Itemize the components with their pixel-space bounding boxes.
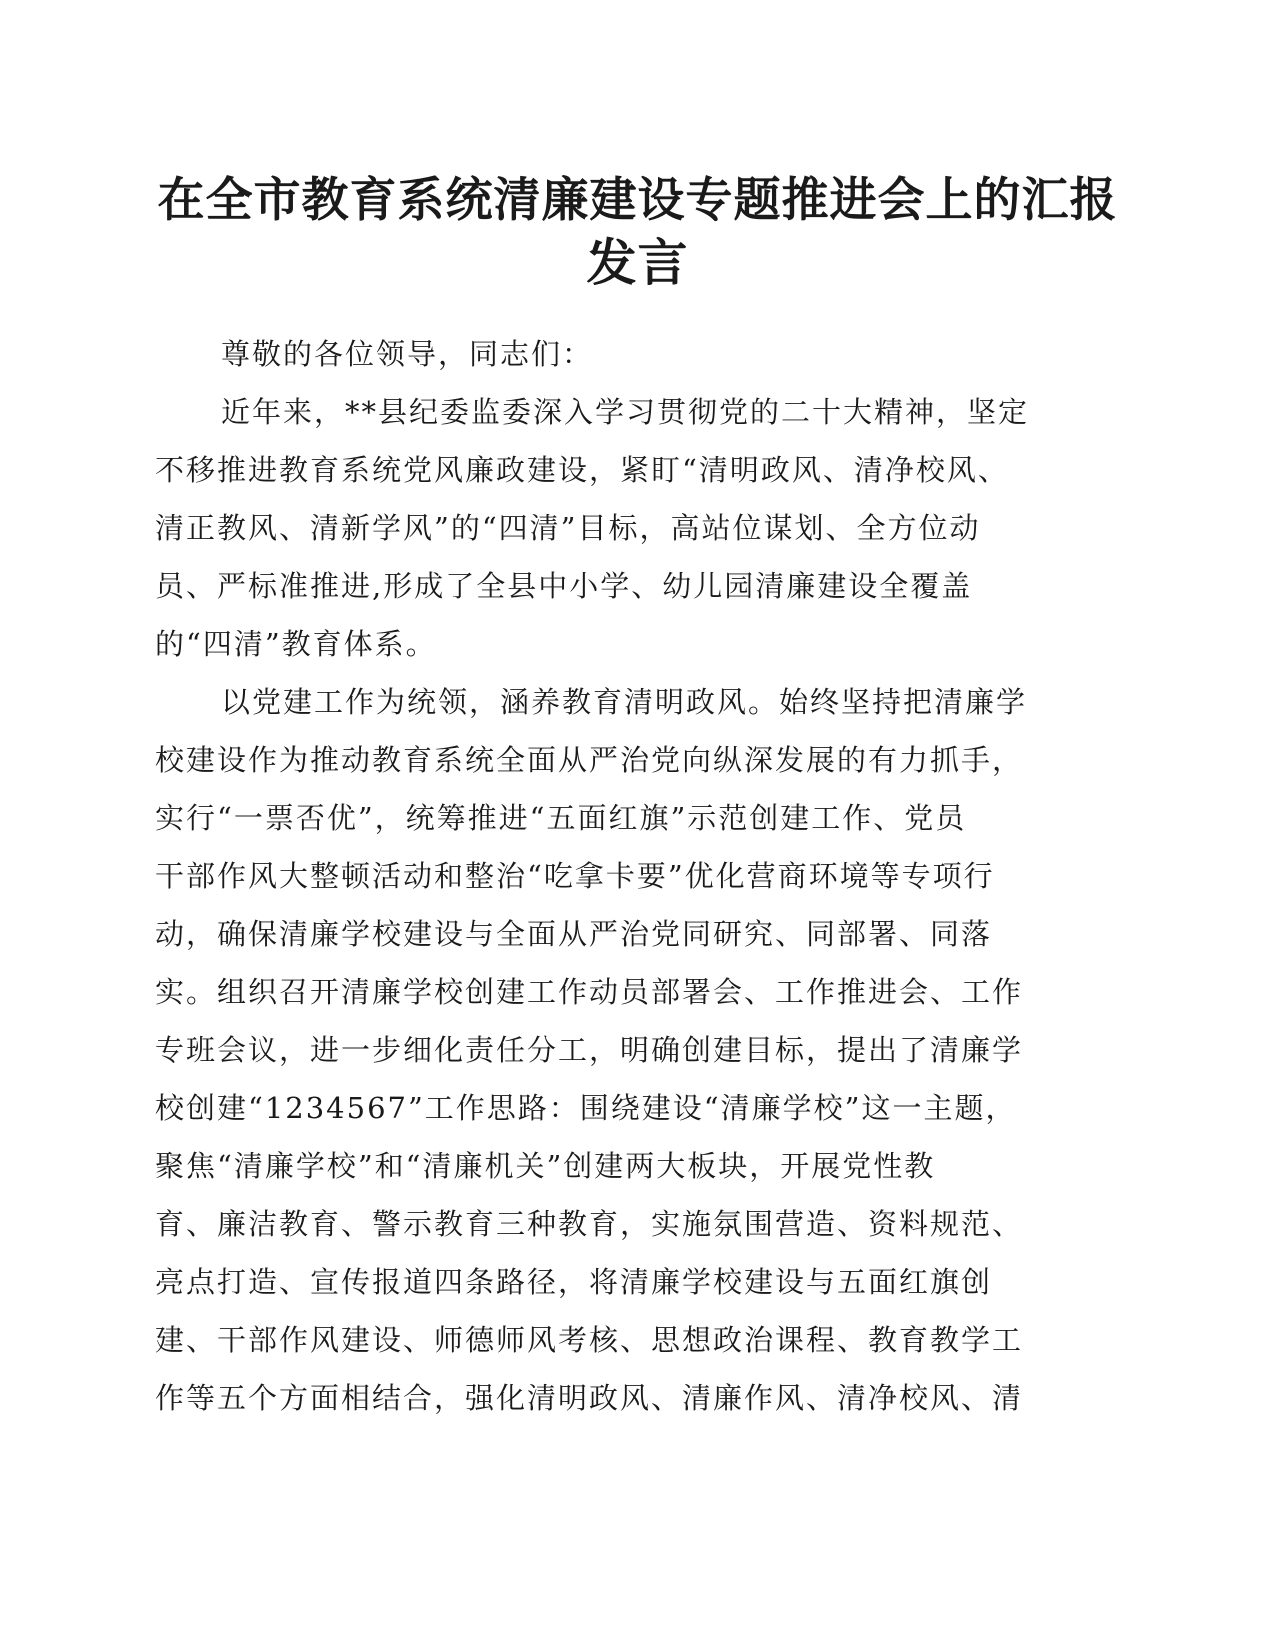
paragraph-2-line-5: 动，确保清廉学校建设与全面从严治党同研究、同部署、同落 [155, 917, 993, 951]
paragraph-1-line-3: 清正教风、清新学风”的“四清”目标，高站位谋划、全方位动 [155, 511, 981, 545]
paragraph-2-line-2: 校建设作为推动教育系统全面从严治党向纵深发展的有力抓手， [155, 743, 1024, 777]
paragraph-2-line-10: 育、廉洁教育、警示教育三种教育，实施氛围营造、资料规范、 [155, 1207, 1024, 1241]
paragraph-2-line-3: 实行“一票否优”，统筹推进“五面红旗”示范创建工作、党员 [155, 801, 967, 835]
paragraph-2-line-7: 专班会议，进一步细化责任分工，明确创建目标，提出了清廉学 [155, 1033, 1024, 1067]
paragraph-1-line-1: 近年来，**县纪委监委深入学习贯彻党的二十大精神，坚定 [221, 395, 1030, 429]
paragraph-2-line-11: 亮点打造、宣传报道四条路径，将清廉学校建设与五面红旗创 [155, 1265, 993, 1299]
title-line-2: 发言 [586, 233, 689, 292]
salutation: 尊敬的各位领导，同志们： [221, 337, 594, 371]
document-body [155, 325, 1085, 1427]
paragraph-2-line-13: 作等五个方面相结合，强化清明政风、清廉作风、清净校风、清 [155, 1381, 1024, 1415]
paragraph-2-line-4: 干部作风大整顿活动和整治“吃拿卡要”优化营商环境等专项行 [155, 859, 995, 893]
paragraph-2-line-8: 校创建“1234567”工作思路：围绕建设“清廉学校”这一主题， [155, 1091, 1017, 1125]
title-line-1: 在全市教育系统清廉建设专题推进会上的汇报 [157, 173, 1118, 228]
document-title [150, 170, 1125, 294]
paragraph-1-line-2: 不移推进教育系统党风廉政建设，紧盯“清明政风、清净校风、 [155, 453, 1009, 487]
paragraph-2-line-9: 聚焦“清廉学校”和“清廉机关”创建两大板块，开展党性教 [155, 1149, 936, 1183]
paragraph-1-line-4: 员、严标准推进,形成了全县中小学、幼儿园清廉建设全覆盖 [155, 569, 973, 603]
paragraph-1-line-5: 的“四清”教育体系。 [155, 627, 437, 661]
paragraph-2-line-6: 实。组织召开清廉学校创建工作动员部署会、工作推进会、工作 [155, 975, 1024, 1009]
paragraph-2-line-1: 以党建工作为统领，涵养教育清明政风。始终坚持把清廉学 [221, 685, 1028, 719]
paragraph-2-line-12: 建、干部作风建设、师德师风考核、思想政治课程、教育教学工 [155, 1323, 1024, 1357]
